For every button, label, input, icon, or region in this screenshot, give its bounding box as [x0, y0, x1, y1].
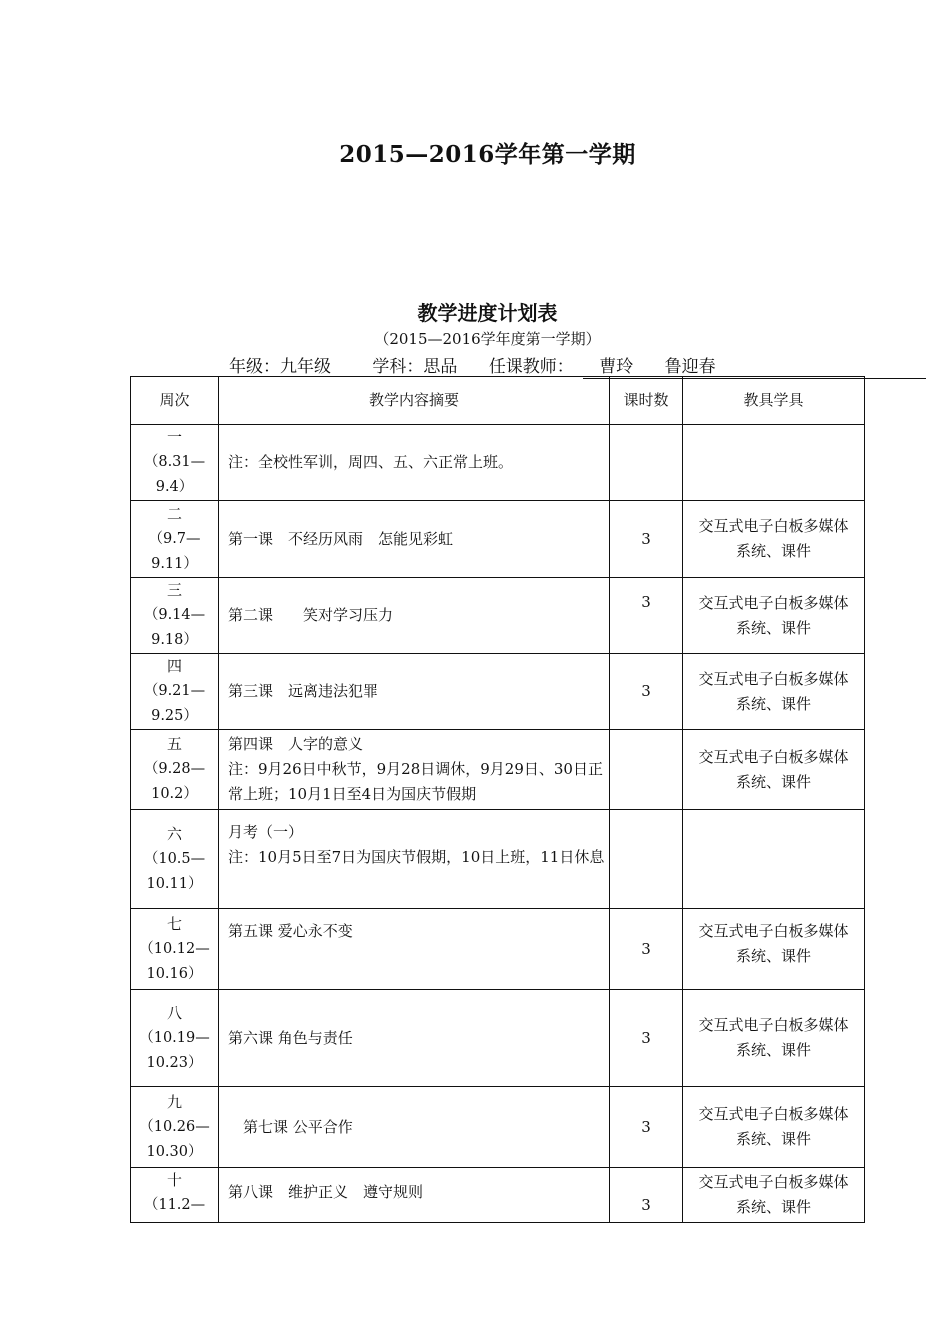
week-range-start: （11.2— — [143, 1197, 206, 1213]
table-header-row — [131, 377, 865, 425]
subject-label: 学科：思品 — [372, 357, 458, 377]
tools-text: 交互式电子白板多媒体系统、课件 — [698, 747, 849, 791]
week-range-end: 10.16） — [146, 965, 203, 982]
content-line: 第八课 维护正义 遵守规则 — [228, 1183, 424, 1201]
header-content: 教学内容摘要 — [219, 377, 610, 425]
week-number: 四 — [166, 657, 182, 675]
plan-table — [130, 376, 865, 1223]
week-range-end: 9.25） — [151, 708, 198, 724]
week-range-end: 9.4） — [155, 479, 194, 495]
teacher-name-2: 鲁迎春 — [664, 357, 716, 377]
tools-cell — [683, 1168, 865, 1223]
week-cell — [131, 501, 219, 578]
content-cell — [219, 425, 610, 501]
week-number: 九 — [166, 1092, 182, 1111]
tools-cell — [683, 501, 865, 578]
tools-text: 交互式电子白板多媒体系统、课件 — [698, 517, 849, 560]
week-number: 二 — [166, 504, 182, 523]
tools-cell — [683, 654, 865, 730]
week-range-end: 10.11） — [146, 875, 203, 892]
table-row — [131, 990, 865, 1087]
table-row — [131, 654, 865, 730]
week-range-start: （9.28— — [143, 761, 206, 777]
week-number: 十 — [166, 1171, 182, 1189]
week-cell — [131, 909, 219, 990]
table-row — [131, 810, 865, 909]
week-cell — [131, 1087, 219, 1168]
content-line: 注：10月5日至7日为国庆节假期，10日上班，11日休息 — [228, 848, 605, 866]
week-cell — [131, 990, 219, 1087]
tools-cell — [683, 990, 865, 1087]
tools-cell — [683, 1087, 865, 1168]
week-cell — [131, 1168, 219, 1223]
week-number: 五 — [166, 735, 182, 753]
week-range-end: 9.18） — [151, 632, 198, 648]
hours-cell — [610, 810, 683, 909]
content-cell — [219, 730, 610, 810]
hours-cell: 3 — [610, 1168, 683, 1223]
week-cell — [131, 425, 219, 501]
table-row — [131, 730, 865, 810]
week-range-end: 10.2） — [151, 786, 198, 802]
table-row — [131, 578, 865, 654]
content-cell — [219, 909, 610, 990]
table-body — [131, 425, 865, 1223]
content-line: 第六课 角色与责任 — [228, 1028, 353, 1047]
teacher-name-1: 曹玲 — [599, 357, 634, 377]
week-number: 七 — [166, 914, 182, 933]
week-cell — [131, 730, 219, 810]
week-range-end: 10.30） — [146, 1143, 203, 1160]
table-row — [131, 425, 865, 501]
hours-cell: 3 — [610, 1087, 683, 1168]
hours-cell: 3 — [610, 501, 683, 578]
week-range-start: （10.19— — [139, 1029, 210, 1046]
teacher-label: 任课教师： — [488, 357, 574, 377]
table-row — [131, 501, 865, 578]
content-cell — [219, 1168, 610, 1223]
tools-cell — [683, 425, 865, 501]
table-subtitle: （2015—2016学年度第一学期） — [374, 330, 601, 348]
info-line — [229, 352, 926, 379]
tools-cell — [683, 909, 865, 990]
content-line: 第三课 远离违法犯罪 — [228, 682, 379, 700]
content-cell — [219, 990, 610, 1087]
content-cell — [219, 1087, 610, 1168]
hours-cell — [610, 730, 683, 810]
week-range-start: （9.21— — [143, 683, 206, 699]
tools-cell — [683, 730, 865, 810]
content-line: 第五课 爱心永不变 — [228, 922, 353, 940]
week-range-end: 10.23） — [146, 1054, 203, 1071]
tools-cell — [683, 810, 865, 909]
content-line: 第四课 人字的意义 — [228, 735, 364, 753]
tools-text: 交互式电子白板多媒体系统、课件 — [698, 1173, 849, 1216]
week-range-start: （10.12— — [139, 940, 210, 957]
week-range-start: （10.5— — [143, 850, 206, 867]
tools-text: 交互式电子白板多媒体系统、课件 — [698, 669, 849, 713]
content-line: 注：9月26日中秋节，9月28日调休，9月29日、30日正常上班；10月1日至4日为国庆节假期 — [228, 760, 603, 803]
tools-text: 交互式电子白板多媒体系统、课件 — [698, 1016, 849, 1059]
week-number: 三 — [166, 581, 182, 599]
week-number: 八 — [166, 1003, 182, 1022]
table-row — [131, 1168, 865, 1223]
week-cell — [131, 810, 219, 909]
tools-text: 交互式电子白板多媒体系统、课件 — [698, 1105, 849, 1148]
document-title: 2015—2016学年第一学期 — [339, 141, 636, 168]
week-range-end: 9.11） — [151, 555, 198, 572]
tools-cell — [683, 578, 865, 654]
content-line: 第一课 不经历风雨 怎能见彩虹 — [228, 529, 454, 548]
tools-text: 交互式电子白板多媒体系统、课件 — [698, 593, 849, 637]
hours-cell: 3 — [610, 909, 683, 990]
header-tools: 教具学具 — [683, 377, 865, 425]
content-line: 月考（一） — [228, 823, 304, 841]
week-range-start: （10.26— — [139, 1118, 210, 1135]
week-cell — [131, 654, 219, 730]
hours-cell: 3 — [610, 654, 683, 730]
content-cell — [219, 501, 610, 578]
hours-cell — [610, 425, 683, 501]
content-line: 第二课 笑对学习压力 — [228, 606, 394, 624]
table-title: 教学进度计划表 — [417, 301, 558, 325]
header-week: 周次 — [131, 377, 219, 425]
grade-label: 年级：九年级 — [229, 357, 331, 377]
hours-cell: 3 — [610, 578, 683, 654]
week-number: 六 — [166, 824, 182, 843]
content-line: 第七课 公平合作 — [228, 1117, 353, 1136]
week-number: 一 — [166, 428, 182, 446]
week-range-start: （9.14— — [143, 607, 206, 623]
tools-text: 交互式电子白板多媒体系统、课件 — [698, 922, 849, 965]
week-cell — [131, 578, 219, 654]
table-row — [131, 1087, 865, 1168]
table-row — [131, 909, 865, 990]
content-cell — [219, 810, 610, 909]
week-range-start: （8.31— — [143, 454, 206, 470]
content-line: 注：全校性军训，周四、五、六正常上班。 — [228, 453, 514, 471]
hours-cell: 3 — [610, 990, 683, 1087]
content-cell — [219, 654, 610, 730]
week-range-start: （9.7— — [148, 530, 201, 547]
content-cell — [219, 578, 610, 654]
header-hours: 课时数 — [610, 377, 683, 425]
